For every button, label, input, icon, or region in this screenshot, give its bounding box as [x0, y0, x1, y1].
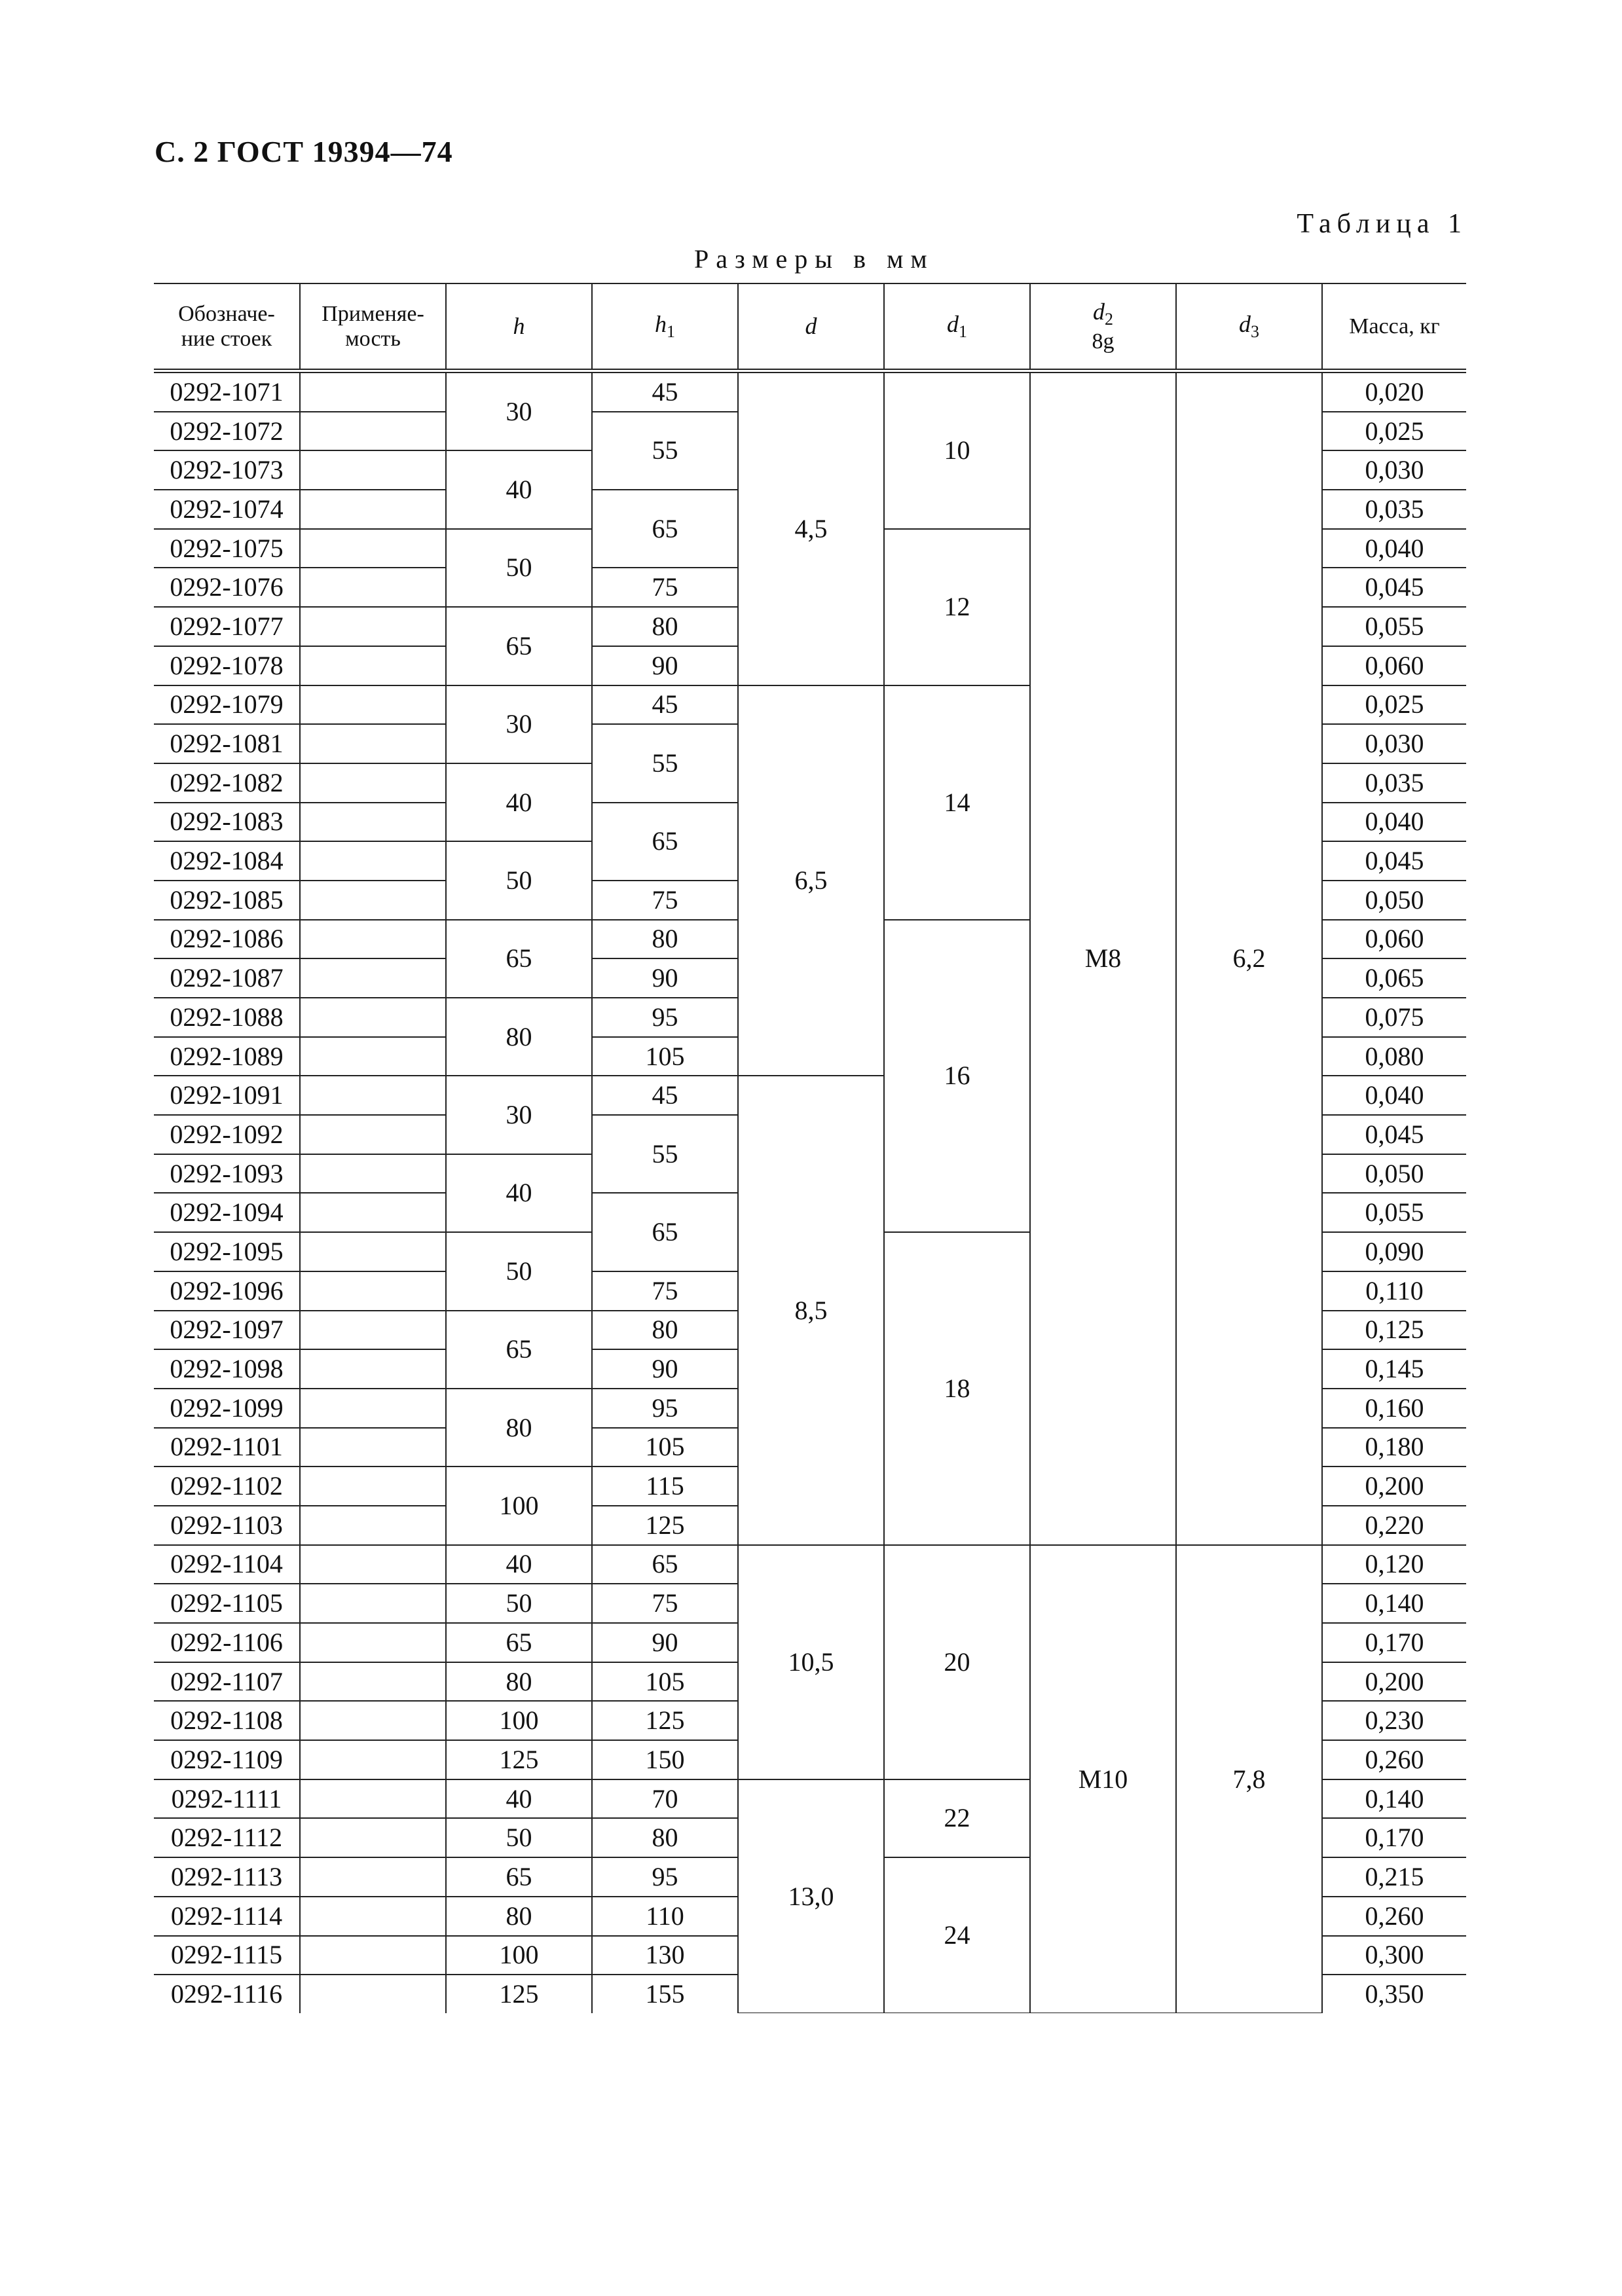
mass-cell: 0,160 [1322, 1389, 1466, 1428]
col-header-d [738, 283, 884, 371]
applicability-cell [300, 685, 446, 725]
mass-cell: 0,060 [1322, 920, 1466, 959]
d1-cell: 24 [884, 1857, 1030, 2013]
h1-cell: 105 [592, 1662, 738, 1702]
applicability-cell [300, 450, 446, 490]
h1-cell: 105 [592, 1428, 738, 1467]
h-symbol: h [513, 312, 525, 339]
h-cell: 50 [446, 1818, 592, 1857]
designation-cell: 0292-1073 [154, 450, 300, 490]
mass-cell: 0,260 [1322, 1897, 1466, 1936]
mass-cell: 0,260 [1322, 1740, 1466, 1779]
mass-cell: 0,025 [1322, 685, 1466, 725]
mass-cell: 0,140 [1322, 1779, 1466, 1819]
mass-cell: 0,080 [1322, 1037, 1466, 1076]
h1-cell: 95 [592, 998, 738, 1037]
h-cell: 80 [446, 1662, 592, 1702]
col-header-d3 [1176, 283, 1322, 371]
applicability-cell [300, 803, 446, 842]
h-cell: 100 [446, 1936, 592, 1975]
applicability-cell [300, 1623, 446, 1662]
table-row [154, 1545, 1466, 1584]
h1-symbol: h [655, 310, 667, 337]
h1-cell: 75 [592, 881, 738, 920]
col-header-h [446, 283, 592, 371]
mass-cell: 0,040 [1322, 1076, 1466, 1115]
applicability-cell [300, 1740, 446, 1779]
designation-cell: 0292-1095 [154, 1232, 300, 1271]
h-cell: 65 [446, 607, 592, 685]
applicability-cell [300, 841, 446, 881]
designation-cell: 0292-1092 [154, 1115, 300, 1154]
d1-cell: 10 [884, 371, 1030, 529]
designation-cell: 0292-1111 [154, 1779, 300, 1819]
d-cell: 8,5 [738, 1076, 884, 1544]
table-number: Таблица 1 [1297, 209, 1467, 239]
designation-cell: 0292-1099 [154, 1389, 300, 1428]
h-cell: 40 [446, 450, 592, 528]
mass-cell: 0,140 [1322, 1584, 1466, 1623]
d1-cell: 18 [884, 1232, 1030, 1545]
designation-cell: 0292-1096 [154, 1271, 300, 1311]
h1-cell: 65 [592, 803, 738, 881]
d2-subscript: 2 [1105, 310, 1113, 329]
applicability-cell [300, 998, 446, 1037]
d3-cell: 7,8 [1176, 1545, 1322, 2013]
d-cell: 6,5 [738, 685, 884, 1076]
designation-cell: 0292-1104 [154, 1545, 300, 1584]
h-cell: 125 [446, 1975, 592, 2013]
designation-cell: 0292-1112 [154, 1818, 300, 1857]
mass-cell: 0,230 [1322, 1701, 1466, 1740]
applicability-cell [300, 958, 446, 998]
d2-symbol: d [1093, 299, 1105, 325]
h-cell: 80 [446, 1897, 592, 1936]
col-header-mass: Масса, кг [1322, 283, 1466, 371]
applicability-cell [300, 371, 446, 412]
designation-cell: 0292-1109 [154, 1740, 300, 1779]
applicability-cell [300, 1037, 446, 1076]
d2-cell: M10 [1030, 1545, 1176, 2013]
applicability-cell [300, 724, 446, 763]
h1-cell: 75 [592, 1271, 738, 1311]
d-cell: 10,5 [738, 1545, 884, 1779]
mass-cell: 0,300 [1322, 1936, 1466, 1975]
col-header-h1 [592, 283, 738, 371]
units-caption: Размеры в мм [694, 244, 934, 274]
h1-cell: 80 [592, 1818, 738, 1857]
designation-cell: 0292-1107 [154, 1662, 300, 1702]
applicability-cell [300, 568, 446, 607]
col-header-d2 [1030, 283, 1176, 371]
mass-cell: 0,045 [1322, 841, 1466, 881]
h1-cell: 65 [592, 1545, 738, 1584]
mass-cell: 0,055 [1322, 607, 1466, 646]
designation-cell: 0292-1074 [154, 490, 300, 529]
h1-cell: 90 [592, 646, 738, 685]
mass-cell: 0,030 [1322, 724, 1466, 763]
mass-cell: 0,060 [1322, 646, 1466, 685]
table-header-row [154, 283, 1466, 371]
h-cell: 40 [446, 1154, 592, 1232]
designation-cell: 0292-1076 [154, 568, 300, 607]
table-body [154, 371, 1466, 2013]
h1-cell: 55 [592, 1115, 738, 1193]
applicability-cell [300, 1076, 446, 1115]
h-cell: 65 [446, 1623, 592, 1662]
mass-cell: 0,075 [1322, 998, 1466, 1037]
applicability-cell [300, 1428, 446, 1467]
mass-cell: 0,035 [1322, 490, 1466, 529]
d3-symbol: d [1239, 310, 1251, 337]
mass-cell: 0,045 [1322, 568, 1466, 607]
h1-cell: 95 [592, 1857, 738, 1897]
applicability-cell [300, 1584, 446, 1623]
h1-cell: 75 [592, 568, 738, 607]
mass-cell: 0,090 [1322, 1232, 1466, 1271]
designation-cell: 0292-1078 [154, 646, 300, 685]
designation-cell: 0292-1086 [154, 920, 300, 959]
mass-cell: 0,110 [1322, 1271, 1466, 1311]
mass-cell: 0,200 [1322, 1662, 1466, 1702]
mass-cell: 0,180 [1322, 1428, 1466, 1467]
h-cell: 40 [446, 1779, 592, 1819]
h-cell: 65 [446, 1857, 592, 1897]
applicability-cell [300, 1975, 446, 2013]
mass-cell: 0,170 [1322, 1623, 1466, 1662]
applicability-cell [300, 1506, 446, 1545]
h1-cell: 80 [592, 1311, 738, 1350]
d1-subscript: 1 [959, 321, 967, 341]
h-cell: 50 [446, 1584, 592, 1623]
dimensions-table [154, 283, 1466, 2013]
applicability-cell [300, 1389, 446, 1428]
d-symbol: d [805, 312, 817, 339]
mass-cell: 0,125 [1322, 1311, 1466, 1350]
d3-subscript: 3 [1251, 321, 1259, 341]
designation-cell: 0292-1081 [154, 724, 300, 763]
applicability-cell [300, 490, 446, 529]
designation-cell: 0292-1085 [154, 881, 300, 920]
mass-cell: 0,050 [1322, 881, 1466, 920]
designation-cell: 0292-1105 [154, 1584, 300, 1623]
h1-cell: 125 [592, 1701, 738, 1740]
d2-tolerance: 8g [1092, 329, 1115, 354]
col-header-d1 [884, 283, 1030, 371]
h1-cell: 155 [592, 1975, 738, 2013]
mass-cell: 0,170 [1322, 1818, 1466, 1857]
designation-cell: 0292-1106 [154, 1623, 300, 1662]
designation-cell: 0292-1103 [154, 1506, 300, 1545]
applicability-cell [300, 1232, 446, 1271]
designation-cell: 0292-1077 [154, 607, 300, 646]
h1-cell: 115 [592, 1467, 738, 1506]
h1-cell: 80 [592, 920, 738, 959]
applicability-cell [300, 646, 446, 685]
h-cell: 65 [446, 1311, 592, 1389]
designation-cell: 0292-1115 [154, 1936, 300, 1975]
mass-cell: 0,030 [1322, 450, 1466, 490]
h1-cell: 90 [592, 1623, 738, 1662]
applicability-cell [300, 1701, 446, 1740]
applicability-cell [300, 412, 446, 451]
applicability-cell [300, 1115, 446, 1154]
document-header: С. 2 ГОСТ 19394—74 [155, 135, 453, 168]
h-cell: 65 [446, 920, 592, 998]
mass-cell: 0,200 [1322, 1467, 1466, 1506]
designation-cell: 0292-1098 [154, 1349, 300, 1389]
h1-cell: 55 [592, 724, 738, 802]
designation-cell: 0292-1071 [154, 371, 300, 412]
mass-cell: 0,035 [1322, 763, 1466, 803]
mass-cell: 0,145 [1322, 1349, 1466, 1389]
designation-cell: 0292-1097 [154, 1311, 300, 1350]
h-cell: 50 [446, 841, 592, 919]
d-cell: 13,0 [738, 1779, 884, 2013]
h1-cell: 90 [592, 1349, 738, 1389]
h-cell: 30 [446, 1076, 592, 1154]
applicability-cell [300, 1897, 446, 1936]
mass-cell: 0,065 [1322, 958, 1466, 998]
mass-cell: 0,050 [1322, 1154, 1466, 1194]
d1-cell: 14 [884, 685, 1030, 920]
designation-cell: 0292-1079 [154, 685, 300, 725]
d3-cell: 6,2 [1176, 371, 1322, 1545]
d-cell: 4,5 [738, 371, 884, 685]
col-header-designation: Обозначе- ние стоек [154, 283, 300, 371]
h1-cell: 75 [592, 1584, 738, 1623]
applicability-cell [300, 920, 446, 959]
designation-cell: 0292-1072 [154, 412, 300, 451]
h1-cell: 90 [592, 958, 738, 998]
designation-cell: 0292-1102 [154, 1467, 300, 1506]
h-cell: 30 [446, 371, 592, 451]
designation-cell: 0292-1084 [154, 841, 300, 881]
h-cell: 100 [446, 1467, 592, 1544]
designation-cell: 0292-1087 [154, 958, 300, 998]
h1-cell: 55 [592, 412, 738, 490]
h-cell: 80 [446, 1389, 592, 1467]
h1-cell: 45 [592, 1076, 738, 1115]
mass-cell: 0,215 [1322, 1857, 1466, 1897]
table-row [154, 371, 1466, 412]
d1-symbol: d [947, 310, 959, 337]
d1-cell: 16 [884, 920, 1030, 1233]
col-header-applicability: Применяе- мость [300, 283, 446, 371]
designation-cell: 0292-1075 [154, 529, 300, 568]
designation-cell: 0292-1113 [154, 1857, 300, 1897]
applicability-cell [300, 1857, 446, 1897]
applicability-cell [300, 607, 446, 646]
h1-cell: 95 [592, 1389, 738, 1428]
mass-cell: 0,040 [1322, 803, 1466, 842]
mass-cell: 0,045 [1322, 1115, 1466, 1154]
applicability-cell [300, 1154, 446, 1194]
h-cell: 30 [446, 685, 592, 763]
designation-cell: 0292-1089 [154, 1037, 300, 1076]
h1-cell: 130 [592, 1936, 738, 1975]
designation-cell: 0292-1088 [154, 998, 300, 1037]
d1-cell: 22 [884, 1779, 1030, 1857]
h1-cell: 65 [592, 1193, 738, 1271]
designation-cell: 0292-1091 [154, 1076, 300, 1115]
applicability-cell [300, 1349, 446, 1389]
applicability-cell [300, 1545, 446, 1584]
mass-cell: 0,025 [1322, 412, 1466, 451]
d1-cell: 12 [884, 529, 1030, 685]
applicability-cell [300, 763, 446, 803]
applicability-cell [300, 1936, 446, 1975]
h1-cell: 110 [592, 1897, 738, 1936]
h-cell: 125 [446, 1740, 592, 1779]
applicability-cell [300, 1193, 446, 1232]
designation-cell: 0292-1108 [154, 1701, 300, 1740]
h-cell: 50 [446, 529, 592, 607]
designation-cell: 0292-1101 [154, 1428, 300, 1467]
h-cell: 50 [446, 1232, 592, 1310]
designation-cell: 0292-1093 [154, 1154, 300, 1194]
h1-cell: 80 [592, 607, 738, 646]
h-cell: 40 [446, 763, 592, 841]
h1-cell: 70 [592, 1779, 738, 1819]
h1-cell: 105 [592, 1037, 738, 1076]
mass-cell: 0,055 [1322, 1193, 1466, 1232]
applicability-cell [300, 529, 446, 568]
mass-cell: 0,040 [1322, 529, 1466, 568]
h1-subscript: 1 [667, 321, 675, 341]
h1-cell: 45 [592, 371, 738, 412]
applicability-cell [300, 1311, 446, 1350]
h-cell: 100 [446, 1701, 592, 1740]
designation-cell: 0292-1116 [154, 1975, 300, 2013]
mass-cell: 0,020 [1322, 371, 1466, 412]
designation-cell: 0292-1083 [154, 803, 300, 842]
applicability-cell [300, 1779, 446, 1819]
mass-cell: 0,220 [1322, 1506, 1466, 1545]
h1-cell: 45 [592, 685, 738, 725]
mass-cell: 0,120 [1322, 1545, 1466, 1584]
applicability-cell [300, 1271, 446, 1311]
h1-cell: 65 [592, 490, 738, 568]
designation-cell: 0292-1114 [154, 1897, 300, 1936]
h-cell: 80 [446, 998, 592, 1076]
applicability-cell [300, 1818, 446, 1857]
d1-cell: 20 [884, 1545, 1030, 1779]
applicability-cell [300, 1662, 446, 1702]
applicability-cell [300, 1467, 446, 1506]
h-cell: 40 [446, 1545, 592, 1584]
designation-cell: 0292-1082 [154, 763, 300, 803]
mass-cell: 0,350 [1322, 1975, 1466, 2013]
applicability-cell [300, 881, 446, 920]
d2-cell: M8 [1030, 371, 1176, 1545]
h1-cell: 150 [592, 1740, 738, 1779]
designation-cell: 0292-1094 [154, 1193, 300, 1232]
h1-cell: 125 [592, 1506, 738, 1545]
